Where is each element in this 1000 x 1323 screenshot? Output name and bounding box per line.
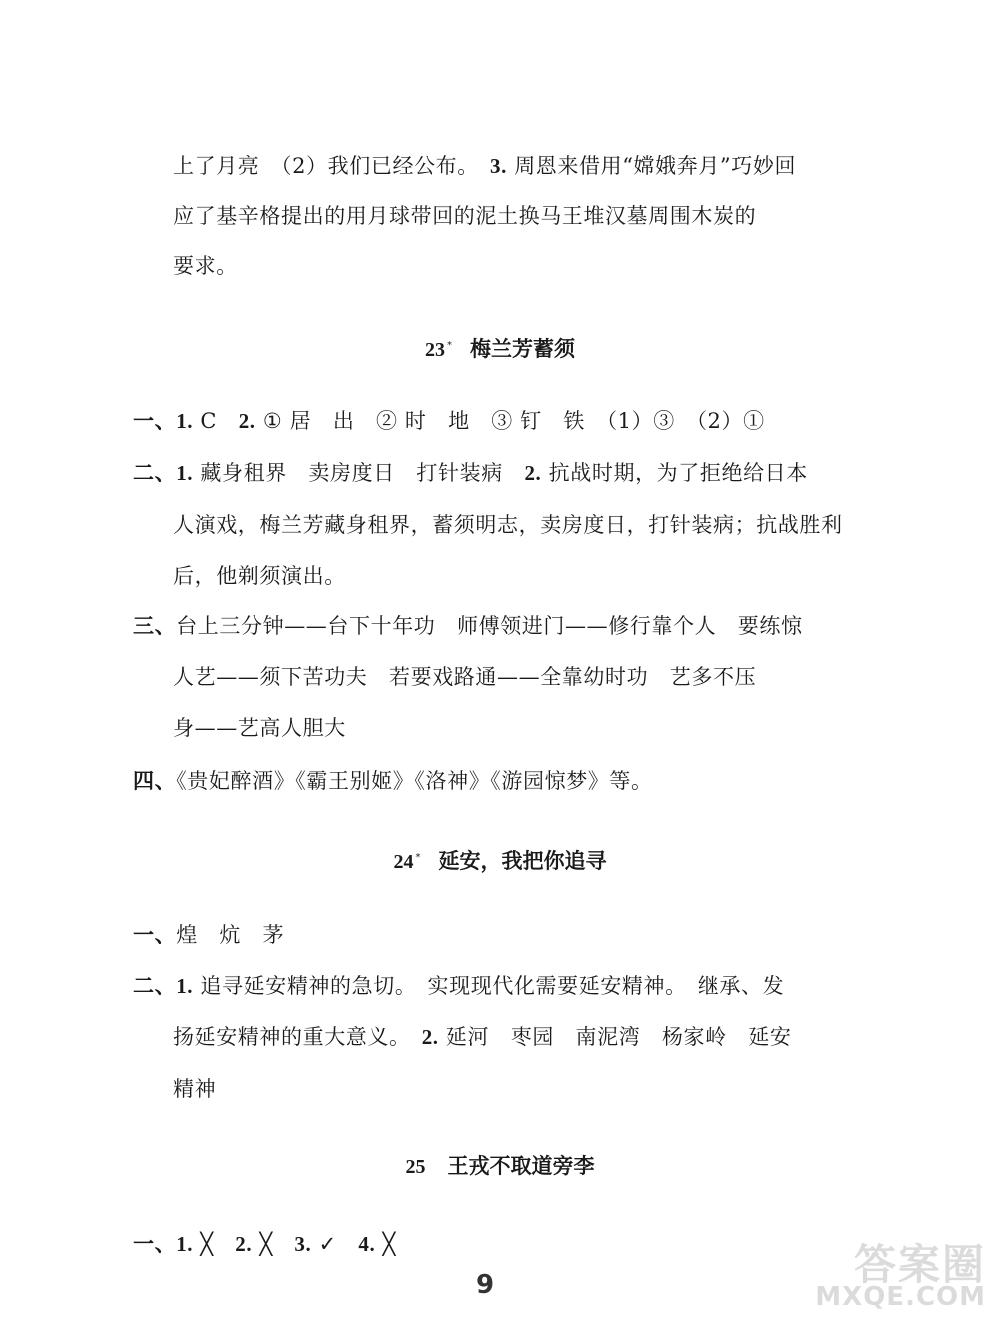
answer-line: 应了基辛格提出的用月球带回的泥土换马王堆汉墓周围木炭的	[173, 204, 757, 228]
watermark-text: 答案圈	[853, 1240, 986, 1289]
answer-line: 扬延安精神的重大意义。 2. 延河 枣园 南泥湾 杨家岭 延安	[173, 1025, 792, 1049]
answer-line: 二、1. 追寻延安精神的急切。 实现现代化需要延安精神。 继承、发	[133, 974, 785, 998]
answer-line: 一、1. ╳ 2. ╳ 3. ✓ 4. ╳	[133, 1232, 396, 1256]
lesson-title: 25 王戎不取道旁李	[405, 1154, 595, 1178]
lesson-title: 24 * 延安，我把你追寻	[393, 849, 607, 873]
answer-line: 后，他剃须演出。	[173, 564, 346, 588]
watermark-url: MXQE.COM	[815, 1282, 986, 1312]
answer-line: 一、煌 炕 茅	[133, 923, 285, 947]
answer-line: 二、1. 藏身租界 卖房度日 打针装病 2. 抗战时期，为了拒绝给日本	[133, 461, 808, 485]
answer-line: 上了月亮 （2）我们已经公布。 3. 周恩来借用“嫦娥奔月”巧妙回	[173, 154, 797, 178]
watermark-logo	[736, 1232, 986, 1317]
answer-line: 人艺——须下苦功夫 若要戏路通——全靠幼时功 艺多不压	[173, 665, 757, 689]
answer-line: 三、台上三分钟——台下十年功 师傅领进门——修行靠个人 要练惊	[133, 614, 803, 638]
answer-line: 精神	[173, 1077, 217, 1101]
answer-line: 四、《贵妃醉酒》《霸王别姬》《洛神》《游园惊梦》等。	[133, 769, 653, 793]
lesson-title: 23 * 梅兰芳蓄须	[425, 337, 575, 361]
answer-line: 一、1. C 2. ① 居 出 ② 时 地 ③ 钉 铁 （1）③ （2）①	[133, 409, 765, 433]
answer-line: 要求。	[173, 254, 238, 278]
page-number: 9	[475, 1270, 495, 1300]
answer-line: 人演戏，梅兰芳藏身租界，蓄须明志，卖房度日，打针装病；抗战胜利	[173, 513, 843, 537]
answer-line: 身——艺高人胆大	[173, 716, 346, 740]
